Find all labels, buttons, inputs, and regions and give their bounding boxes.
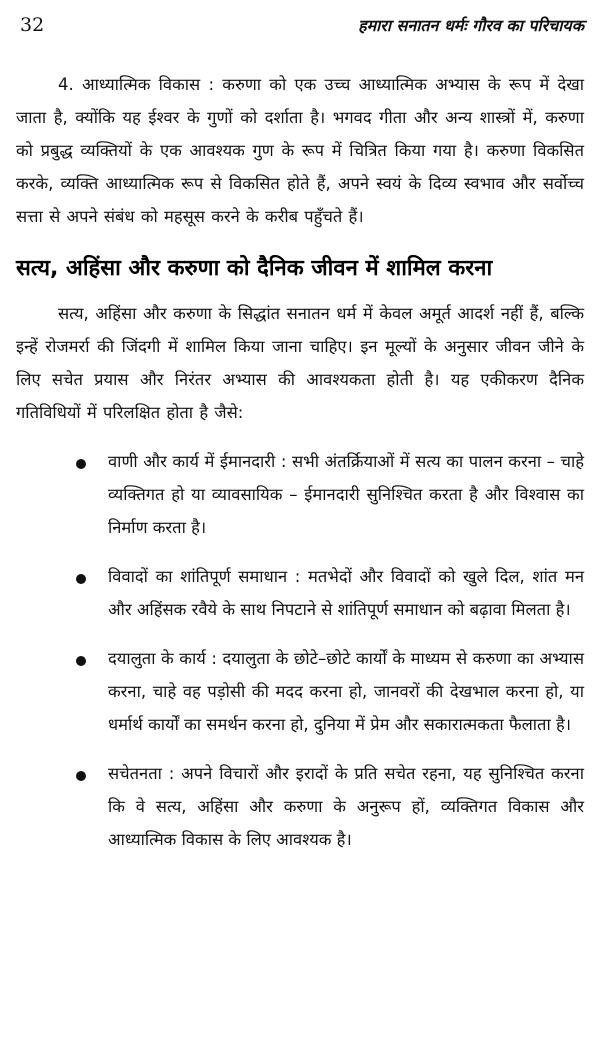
bullet-dot-icon: [76, 771, 86, 781]
intro-paragraph: 4. आध्यात्मिक विकास : करुणा को एक उच्च आध्यात्मिक अभ्यास के रूप में देखा जाता है, क्योंकि यह ईश्वर के गुणों को दर्शाता है। भगवद गीता और अन्य शास्त्रों में, करुणा को प्रबुद्ध व्यक्तियों के एक आवश्यक गुण के रूप में चित्रित किया गया है। करुणा विकसित करके, व्यक्ति आध्यात्मिक रूप से विकसित होते हैं, अपने स्वयं के दिव्य स्वभाव और सर्वोच्च सत्ता से अपने संबंध को महसूस करने के करीब पहुँचते हैं।: [16, 75, 584, 226]
bullet-text: विवादों का शांतिपूर्ण समाधान : मतभेदों और विवादों को खुले दिल, शांत मन और अहिंसक रवैये के साथ निपटाने से शांतिपूर्ण समाधान को बढ़ावा मिलता है।: [108, 567, 584, 619]
list-item: [16, 445, 584, 544]
bullet-dot-icon: [76, 656, 86, 666]
list-item: [16, 642, 584, 741]
section-paragraph: सत्य, अहिंसा और करुणा के सिद्धांत सनातन धर्म में केवल अमूर्त आदर्श नहीं हैं, बल्कि इन्हें रोजमर्रा की जिंदगी में शामिल किया जाना चाहिए। इन मूल्यों के अनुसार जीवन जीने के लिए सचेत प्रयास और निरंतर अभ्यास की आवश्यकता होती है। यह एकीकरण दैनिक गतिविधियों में परिलक्षित होता है जैसे:: [16, 304, 584, 422]
bullet-dot-icon: [76, 574, 86, 584]
bullet-text: दयालुता के कार्य : दयालुता के छोटे–छोटे कार्यों के माध्यम से करुणा का अभ्यास करना, चाहे वह पड़ोसी की मदद करना हो, जानवरों की देखभाल करना हो, या धर्मार्थ कार्यों का समर्थन करना हो, दुनिया में प्रेम और सकारात्मकता फैलाता है।: [108, 649, 584, 734]
bullet-dot-icon: [76, 459, 86, 469]
bullet-text: सचेतनता : अपने विचारों और इरादों के प्रति सचेत रहना, यह सुनिश्चित करना कि वे सत्य, अहिंसा और करुणा के अनुरूप हों, व्यक्तिगत विकास और आध्यात्मिक विकास के लिए आवश्यक है।: [108, 764, 584, 849]
section-heading: सत्य, अहिंसा और करुणा को दैनिक जीवन में शामिल करना: [16, 256, 493, 281]
running-header-title: हमारा सनातन धर्मः गौरव का परिचायक: [358, 16, 584, 35]
page-number: 32: [20, 14, 45, 36]
list-item: [16, 560, 584, 626]
running-header: [16, 14, 584, 50]
bullet-list: [16, 445, 584, 856]
bullet-text: वाणी और कार्य में ईमानदारी : सभी अंतर्क्रियाओं में सत्य का पालन करना – चाहे व्यक्तिगत हो या व्यावसायिक – ईमानदारी सुनिश्चित करता है और विश्वास का निर्माण करता है।: [108, 452, 584, 537]
list-item: [16, 757, 584, 856]
